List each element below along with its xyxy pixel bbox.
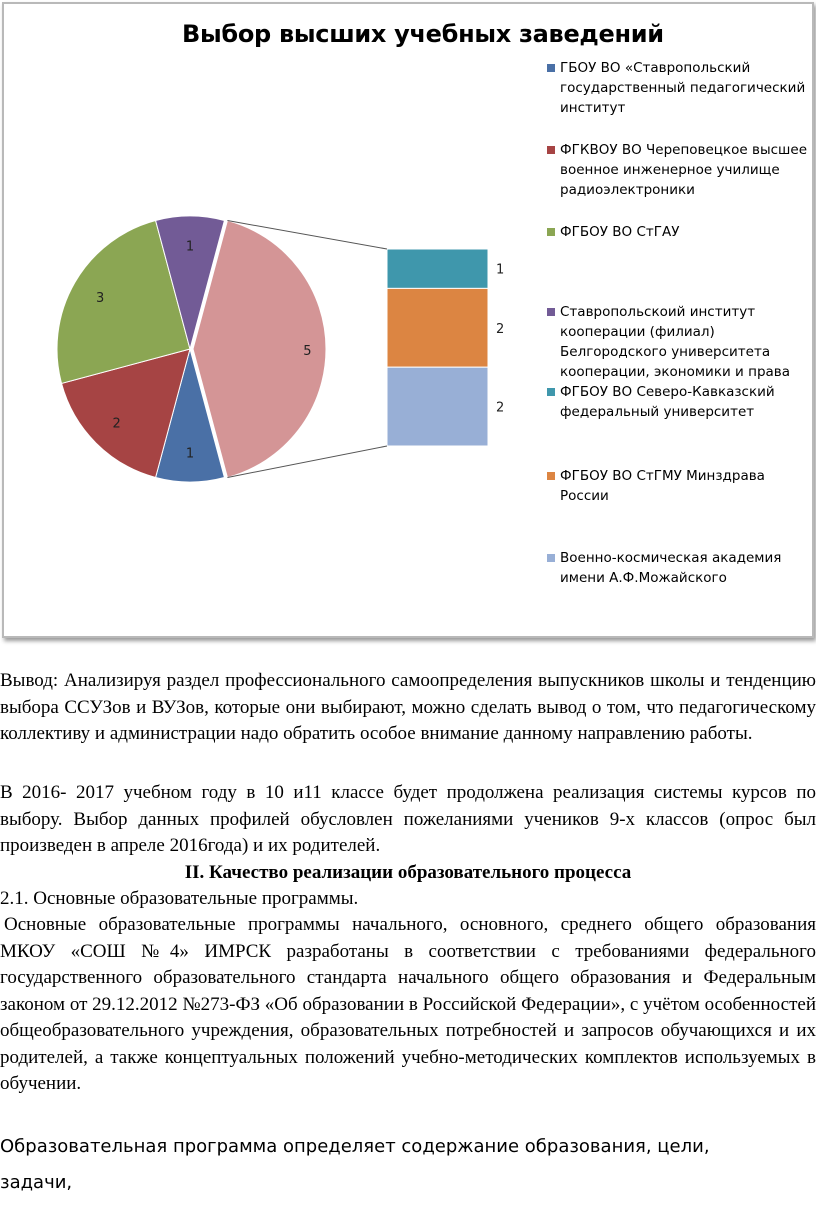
legend-label: ФГБОУ ВО СтГМУ Минздрава — [560, 468, 765, 484]
legend-label: России — [560, 488, 609, 504]
legend-item — [544, 466, 816, 506]
legend-label: военное инженерное училище — [560, 162, 780, 178]
legend-label: ФГКВОУ ВО Череповецкое высшее — [560, 142, 808, 158]
chart-frame — [2, 2, 814, 638]
legend-label: имени А.Ф.Можайского — [560, 570, 727, 586]
legend-swatch — [547, 388, 555, 396]
bar-segment — [387, 249, 488, 288]
conclusion-paragraph: Вывод: Анализируя раздел профессионального самоопределения выпускников школы и тенденцию выбора ССУЗов и ВУЗов, которые они выбирают, можно сделать вывод о том, что педагогическому коллективу и администрации надо обратить особое внимание данному направлению работы. — [0, 670, 816, 744]
legend-label: институт — [560, 100, 626, 116]
legend-item — [544, 58, 816, 118]
bar-label: 2 — [496, 400, 505, 416]
legend-swatch — [547, 308, 555, 316]
legend-swatch — [547, 228, 555, 236]
legend-label: федеральный университет — [560, 404, 755, 420]
legend-label: Ставропольскоий институт — [560, 304, 756, 320]
pie-label: 5 — [303, 344, 312, 359]
bar-label: 2 — [496, 321, 505, 337]
section-heading: II. Качество реализации образовательного процесса — [184, 862, 632, 883]
bar-label: 1 — [496, 262, 505, 278]
bar-segment — [387, 288, 488, 367]
subsection-title: 2.1. Основные образовательные программы. — [0, 888, 359, 909]
paragraph-2016: В 2016- 2017 учебном году в 10 и11 классе будет продолжена реализация системы курсов по выбору. Выбор данных профилей обусловлен пожеланиями учеников 9-х классов (опрос был произведен в апреле 2016года) и их родителей. — [0, 782, 816, 856]
legend-label: Военно-космическая академия — [560, 550, 782, 566]
legend-item — [544, 140, 816, 200]
legend-label: государственный педагогический — [560, 80, 806, 96]
legend-item — [544, 222, 816, 242]
pie-label: 1 — [185, 446, 195, 462]
pie-label: 2 — [112, 416, 121, 432]
legend-swatch — [547, 554, 555, 562]
legend-swatch — [547, 64, 555, 72]
bar-segment — [387, 367, 488, 446]
legend-item — [544, 548, 816, 588]
last-word: задачи, — [0, 1172, 73, 1193]
pie-label: 1 — [185, 239, 195, 255]
legend-swatch — [547, 146, 555, 154]
chart-title: Выбор высших учебных заведений — [182, 20, 664, 48]
pie-label: 3 — [96, 291, 105, 307]
last-line: Образовательная программа определяет содержание образования, цели, — [0, 1136, 710, 1157]
legend-label: кооперации, экономики и права — [560, 364, 791, 380]
legend-label: Белгородского университета — [560, 344, 771, 360]
programs-paragraph: Основные образовательные программы начального, основного, среднего общего образования МКОУ «СОШ №4» ИМРСК разработаны в соответствии с требованиями федерального государственного образовательного стандарта начального общего образования и Федеральным законом от 29.12.2012 №273-ФЗ «Об образовании в Российской Федерации», с учётом особенностей общеобразовательного учреждения, образовательных потребностей и запросов обучающихся и их родителей, а также концептуальных положений учебно-методических комплектов используемых в обучении. — [0, 914, 816, 1094]
legend-label: ФГБОУ ВО СтГАУ — [560, 224, 680, 240]
legend-item — [544, 382, 816, 422]
legend-label: кооперации (филиал) — [560, 324, 715, 340]
legend-label: радиоэлектроники — [560, 182, 695, 198]
legend-item — [544, 302, 816, 382]
legend-swatch — [547, 472, 555, 480]
legend-label: ФГБОУ ВО Северо-Кавказский — [560, 384, 775, 400]
legend-label: ГБОУ ВО «Ставропольский — [560, 60, 751, 76]
